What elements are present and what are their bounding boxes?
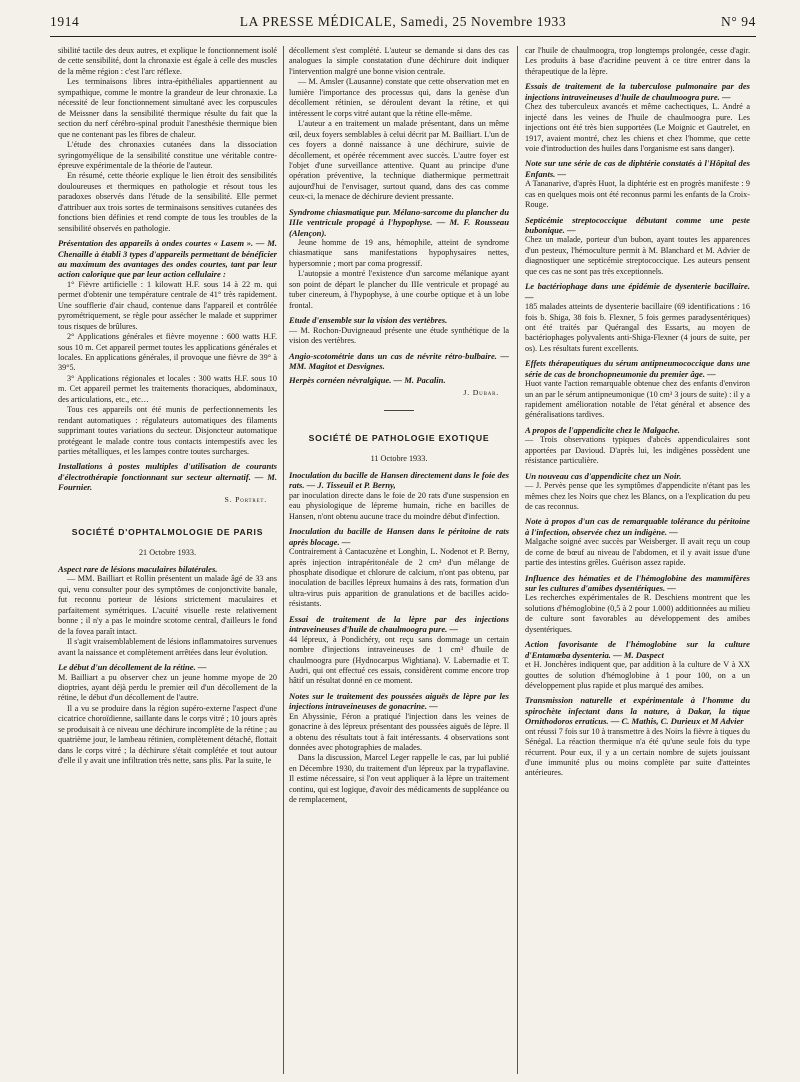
article-heading: Etude d'ensemble sur la vision des vertèbres. bbox=[289, 315, 448, 326]
issue-number: N° 94 bbox=[720, 14, 756, 29]
header-rule bbox=[50, 36, 756, 37]
paragraph: 44 lépreux, à Pondichéry, ont reçu sans dommage un certain nombre d'injections intraveineuses de 1 cm³ d'huile de chaulmoogra pure (Hydnocarpus Wightiana). V. Labernadie et T. Audri, qui ont effectué ces essais, considèrent comme encore trop hâtif un résultat donné en ce moment. bbox=[289, 634, 509, 686]
paragraph: Les terminaisons libres intra-épithéliales appartiennent au sympathique, comme le montre la grandeur de leur chronaxie. La nécessité de leur fonctionnement simultané avec les corpuscules de Meissner dans la sensibilité thermique résulte du fait que la section du nerf cérébro-spinal produit l'anesthésie thermique bien que ne contenant pas les fibres de chaleur. bbox=[58, 77, 277, 139]
article-heading: Action favorisante de l'hémoglobine sur la culture d'Entamœba dysenteria. — M. Daspect bbox=[525, 639, 750, 660]
paragraph: Les recherches expérimentales de R. Deschiens montrent que les solutions d'hémoglobine (0,5 à 2 pour 1.000) additionnées au milieu de culture sont favorables au développement des amibes dysentériques. bbox=[525, 593, 750, 634]
article-heading: Le bactériophage dans une épidémie de dysenterie bacillaire. — bbox=[525, 281, 750, 302]
article-heading: Installations à postes multiples d'utilisation de courants d'électrothérapie fonctionnant sur secteur alternatif. — M. Fournier. bbox=[58, 461, 277, 493]
session-date: 11 Octobre 1933. bbox=[370, 453, 428, 463]
article-heading: Syndrome chiasmatique pur. Mélano-sarcome du plancher du IIIe ventricule propagé à l'hypophyse. — M. F. Rousseau (Alençon). bbox=[289, 206, 509, 238]
section-title: SOCIÉTÉ D'OPHTALMOLOGIE DE PARIS bbox=[71, 527, 264, 538]
separator-rule bbox=[384, 410, 414, 411]
article-heading: Aspect rare de lésions maculaires bilatérales. bbox=[58, 564, 218, 575]
column-1 bbox=[58, 46, 277, 767]
page-header bbox=[50, 14, 756, 32]
paragraph: 2° Applications générales et fièvre moyenne : 600 watts H.F. sous 10 m. Cet appareil permet toutes les applications générales et locales. En applications générales, il provoque une fièvre de 39° à 39°5. bbox=[58, 332, 277, 373]
paragraph: sibilité tactile des deux autres, et explique le fonctionnement isolé de cette sensibilité, dont la chronaxie est égale à celle des muscles de la même région : c'est l'arc réflexe. bbox=[58, 46, 277, 76]
paragraph: A Tananarive, d'après Huot, la diphtérie est en progrès manifeste : 9 cas en quelques mois ont été reconnus parmi les enfants de la Croix-Rouge. bbox=[525, 179, 750, 210]
author-signature: S. Portret. bbox=[224, 494, 267, 504]
journal-title: LA PRESSE MÉDICALE, Samedi, 25 Novembre 1933 bbox=[239, 14, 567, 29]
article-heading: Un nouveau cas d'appendicite chez un Noir. bbox=[525, 470, 682, 481]
paragraph: En résumé, cette théorie explique le lien étroit des sensibilités douloureuses et thermiques en pathologie et résout tous les paradoxes observés dans l'étude de la sensibilité. Elle permet d'attribuer aux trois sortes de terminaisons sensitives cutanées des fonctions bien définies et rend compte de tous les troubles de la sensibilité observés en pathologie. bbox=[58, 171, 277, 233]
paragraph: Chez des tuberculeux avancés et même cachectiques, L. André a injecté dans les veines de l'huile de chaulmoogra pure. Les injections ont été très bien supportées (Le Moignic et Gautrelet, en 1917, avaient montré, chez les chiens et chez l'homme, que cette voie d'introduction des huiles dans l'organisme est sans danger). bbox=[525, 102, 750, 153]
column-divider bbox=[517, 46, 518, 1074]
paragraph: — M. Amsler (Lausanne) constate que cette observation met en lumière l'importance des processus qui, dans la genèse d'un décollement rétinien, se déroulent devant la rétine, et qui intéressent le corps vitré autant que la rétine elle-même. bbox=[289, 77, 509, 118]
paragraph: car l'huile de chaulmoogra, trop longtemps prolongée, cesse d'agir. Les produits à base d'acridine peuvent à ce titre entrer dans la thérapeutique de la lèpre. bbox=[525, 46, 750, 76]
article-heading: A propos de l'appendicite chez le Malgache. bbox=[525, 424, 680, 435]
paragraph: et H. Jonchères indiquent que, par addition à la culture de V à XX gouttes de solution d'hémoglobine à 1 pour 100, on a un développement plus rapide et plus marqué des amibes. bbox=[525, 660, 750, 690]
article-heading: Notes sur le traitement des poussées aiguës de lèpre par les injections intraveineuses de gonacrine. — bbox=[289, 690, 509, 712]
article-heading: Essais de traitement de la tuberculose pulmonaire par des injections intraveineuses d'huile de chaulmoogra pure. — bbox=[525, 81, 750, 102]
session-date: 21 Octobre 1933. bbox=[138, 547, 197, 557]
column-2 bbox=[289, 46, 509, 806]
paragraph: par inoculation directe dans le foie de 20 rats d'une suspension en eau physiologique de lépreme humain, riche en bacilles de Hansen, n'ont obtenu aucune trace du moindre début d'infection. bbox=[289, 490, 509, 521]
paragraph: Dans la discussion, Marcel Leger rappelle le cas, par lui publié en Décembre 1930, du traitement d'un lépreux par la trypaflavine. Il estime nécessaire, si l'on veut appliquer à la lèpre un traitement continu, qui est logique, d'avoir des médicaments de suppléance ou de remplacement, bbox=[289, 753, 509, 805]
article-heading: Le début d'un décollement de la rétine. — bbox=[58, 662, 207, 673]
article-heading: Herpès cornéen névralgique. — M. Pacalin. bbox=[289, 375, 446, 386]
section-title: SOCIÉTÉ DE PATHOLOGIE EXOTIQUE bbox=[308, 433, 490, 444]
paragraph: — J. Pervès pense que les symptômes d'appendicite n'étant pas les mêmes chez les Noirs que chez les Blancs, on a l'explication du peu de cas reconnus. bbox=[525, 481, 750, 512]
article-heading: Septicémie streptococcique débutant comme une peste bubonique. — bbox=[525, 214, 750, 236]
page-number: 1914 bbox=[50, 14, 80, 29]
paragraph: 1° Fièvre artificielle : 1 kilowatt H.F. sous 14 à 22 m. qui permet d'obtenir une température centrale de 41° très rapidement. Une soufflerie d'air chaud, contenue dans l'appareil et contrôlée pyrométriquement, se règle pour assécher le malade et supprimer tous risques de brûlures. bbox=[58, 279, 277, 331]
author-signature: J. Dubar. bbox=[463, 387, 499, 397]
paragraph: Malgache soigné avec succès par Weisberger. Il avait reçu un coup de corne de bœuf au niveau de l'abdomen, et il y avait issue d'une partie des intestins grêles. Guérison assez rapide. bbox=[525, 537, 750, 568]
article-heading: Inoculation du bacille de Hansen dans le péritoine de rats après blocage. — bbox=[289, 526, 509, 547]
column-divider bbox=[283, 46, 284, 1074]
paragraph: L'auteur a en traitement un malade présentant, dans un même œil, deux foyers semblables à celui décrit par M. Bailliart. L'un de ces foyers a donné naissance à une déchirure, suivie de décollement, et opérée récemment avec succès. L'autre foyer est l'objet d'une surveillance attentive. Quant au principe d'une opération préventive, la technique diathermique permettrait aujourd'hui de l'envisager, surtout quand, dans des cas comme ceux-ci, la menace de déchirure devient pressante. bbox=[289, 119, 509, 202]
paragraph: Huot vante l'action remarquable obtenue chez des enfants d'environ un an par le sérum antipneumonique (10 cm³ 3 jours de suite) : il y a rapidement amélioration notable de l'état général et absence des généralisations tardives. bbox=[525, 379, 750, 420]
column-3 bbox=[525, 46, 750, 779]
paragraph: — Trois observations typiques d'abcès appendiculaires sont apportées par Davioud. D'après lui, les indigènes possèdent une résistance particulière. bbox=[525, 435, 750, 466]
article-heading: Présentation des appareils à ondes courtes « Lasem ». — M. Chenaille à établi 3 types d'appareils permettant de bénéficier au maximum des avantages des ondes courtes, tant par leur action calorique que par leur action cellulaire : bbox=[58, 238, 277, 280]
paragraph: L'autopsie a montré l'existence d'un sarcome mélanique ayant son point de départ le plancher du IIIe ventricule et propagé au tuber cinereum, à l'hypophyse, à une courbe optique et à un lobe frontal. bbox=[289, 269, 509, 310]
paragraph: En Abyssinie, Féron a pratiqué l'injection dans les veines de gonacrine à des lépreux présentant des poussées aiguës de lèpre. Il a obtenu des résultats tout à fait intéressants. 4 observations sont données avec photographies de malades. bbox=[289, 711, 509, 753]
article-heading: Transmission naturelle et expérimentale à l'homme du spirochète infectant dans la nature, à Dakar, la tique Ornithodoros erraticus. — C. Mathis, C. Durieux et M Advier bbox=[525, 695, 750, 727]
paragraph: Contrairement à Cantacuzène et Longhin, L. Nodenot et P. Berny, après injection intrapéritonéale de 2 cm³ d'un mélange de phosphate disodique et chlorure de calcium, n'ont pas obtenu, par inoculation de bacilles lépreux humains à des rats, formation d'un ultra-virus puis apparition de granulations et de bacilles acido-résistants. bbox=[289, 547, 509, 609]
article-heading: Note à propos d'un cas de remarquable tolérance du péritoine à l'infection, observée chez un indigène. — bbox=[525, 516, 750, 537]
paragraph: Il s'agit vraisemblablement de lésions inflammatoires survenues avant la naissance et complètement arrêtées dans leur évolution. bbox=[58, 637, 277, 657]
article-heading: Inoculation du bacille de Hansen directement dans le foie des rats. — J. Tisseuil et P. Berny, bbox=[289, 470, 509, 491]
paragraph: Jeune homme de 19 ans, hémophile, atteint de syndrome chiasmatique sans manifestations hypophysaires nettes, hypersomnie ; mort par coma progressif. bbox=[289, 238, 509, 268]
paragraph: ont réussi 7 fois sur 10 à transmettre à des Noirs la fièvre à tiques du Sénégal. La réaction thermique n'a été qu'une seule fois du type récurrent. Pour eux, il y a un certain nombre de sujets jouissant d'une immunité plus ou moins complète par suite d'atteintes antérieures. bbox=[525, 726, 750, 778]
paragraph: Il a vu se produire dans la région supéro-externe l'aspect d'une cicatrice choroïdienne, saillante dans le corps vitré ; 10 jours après se produisait à ce niveau une déchirure incomplète de la rétine ; au quatrième jour, le lambeau rétinien, complètement détaché, flottait dans le corps vitré ; la déchirure s'était complétée et tout autour d'elle il y avait une infiltration très nette, sans plis. Par la suite, le bbox=[58, 703, 277, 766]
article-heading: Angio-scotométrie dans un cas de névrite rétro-bulbaire. — MM. Magitot et Desvignes. bbox=[289, 350, 509, 371]
article-heading: Essai de traitement de la lèpre par des injections intraveineuses d'huile de chaulmoogra pure. — bbox=[289, 613, 509, 635]
paragraph: 185 malades atteints de dysenterie bacillaire (69 identifications : 16 fois b. Shiga, 38 fois b. Flexner, 5 fois germes paradysentériques) ont été traités par Quérangal des Essarts, au moyen de bactériophages polyvalents anti-Shiga-Flexner (4 jours de suite, per os). Les résultats furent excellents. bbox=[525, 302, 750, 353]
paragraph: L'étude des chronaxies cutanées dans la dissociation syringomyélique de la sensibilité constitue une véritable contre-épreuve expérimentale de la théorie de l'auteur. bbox=[58, 140, 277, 170]
paragraph: — M. Rochon-Duvigneaud présente une étude synthétique de la vision des vertèbres. bbox=[289, 325, 509, 346]
article-heading: Note sur une série de cas de diphtérie constatés à l'Hôpital des Enfants. — bbox=[525, 158, 750, 179]
article-heading: Influence des hématies et de l'hémoglobine des mammifères sur les cultures d'amibes dysentériques. — bbox=[525, 572, 750, 594]
paragraph: décollement s'est complété. L'auteur se demande si dans des cas analogues la simple constatation d'une déchirure doit indiquer l'intervention malgré une bonne vision centrale. bbox=[289, 46, 509, 76]
paragraph: 3° Applications régionales et locales : 300 watts H.F. sous 10 m. Cet appareil permet les traitements thoraciques, abdominaux, des articulations, etc., etc… bbox=[58, 373, 277, 404]
paragraph: Chez un malade, porteur d'un bubon, ayant toutes les apparences d'un pesteux, l'hémoculture permit à M. Blanchard et M. Advier de diagnostiquer une septicémie streptococcique. Les auteurs pensent que ces cas ne sont pas très exceptionnels. bbox=[525, 235, 750, 276]
paragraph: Tous ces appareils ont été munis de perfectionnements les rendant automatiques : régulateurs automatiques des filaments supprimant toutes variations du secteur. Disjoncteur automatique protégeant le malade contre tous contacts intempestifs avec les parties métalliques, et les lampes contre toutes surcharges. bbox=[58, 405, 277, 457]
article-heading: Effets thérapeutiques du sérum antipneumococcique dans une série de cas de bronchopneumonie du premier âge. — bbox=[525, 358, 750, 379]
paragraph: M. Bailliart a pu observer chez un jeune homme myope de 20 dioptries, ayant déjà perdu le premier œil d'un décollement de la rétine, le début d'un décollement de l'autre. bbox=[58, 672, 277, 703]
paragraph: — MM. Bailliart et Rollin présentent un malade âgé de 33 ans qui, venu consulter pour des symptômes de conjonctivite banale, fut reconnu porteur de lésions strictement maculaires et parfaitement symétriques. L'acuité visuelle reste relativement bonne ; il n'y a pas le moindre scotome central, d'ailleurs le fond de la fovea paraît intact. bbox=[58, 574, 277, 636]
